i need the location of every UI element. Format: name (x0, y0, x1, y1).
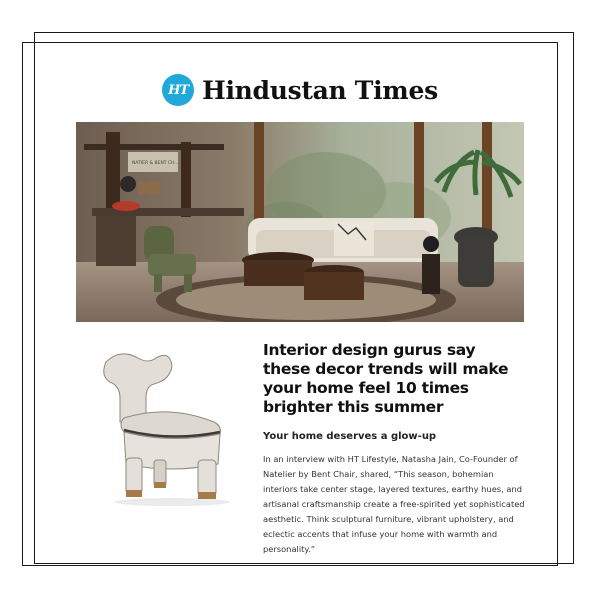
hero-image (76, 122, 524, 322)
article-subhead: Your home deserves a glow-up (263, 431, 437, 442)
article-headline: Interior design gurus say these decor trends will make your home feel 10 times brighter this summer (263, 341, 509, 416)
publication-title: Hindustan Times (202, 75, 438, 105)
article-body: In an interview with HT Lifestyle, Natasha Jain, Co-Founder of Natelier by Bent Chair, shared, “This season, bohemian interiors take center stage, layered textures, earthy hues, and artisanal craftsmanship create a free-spirited yet sophisticated aesthetic. Think sculptural furniture, vibrant upholstery, and eclectic accents that infuse your home with warmth and personality.” (263, 454, 525, 554)
article (263, 341, 525, 557)
shelf-sign: NATIER & BENT CH... (132, 161, 179, 166)
ht-logo-icon: HT (162, 74, 194, 106)
chair-image (94, 340, 244, 510)
masthead (0, 68, 600, 112)
